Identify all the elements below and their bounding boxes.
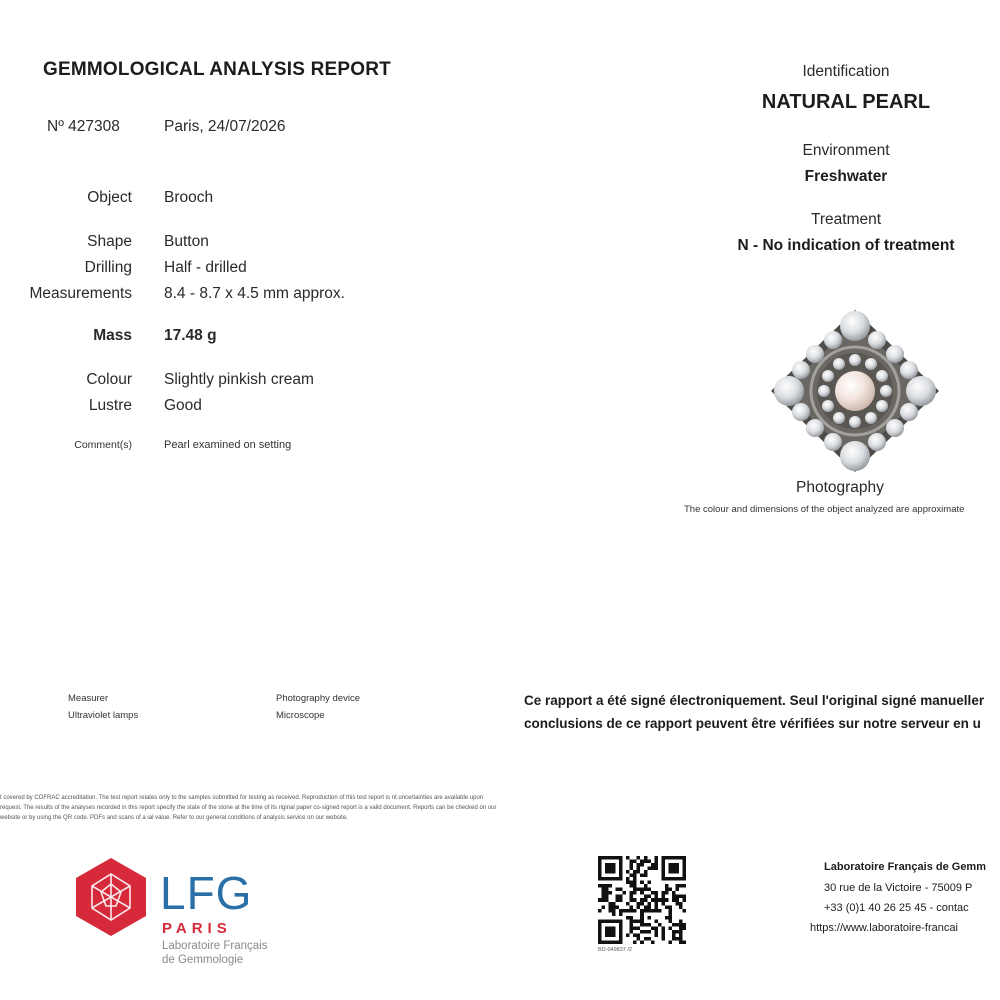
treatment-label: Treatment <box>810 211 882 228</box>
object-label: Object <box>87 189 132 206</box>
logo-line-2: de Gemmologie <box>162 954 244 966</box>
lustre-label: Lustre <box>88 397 132 414</box>
brooch-photo <box>767 306 943 476</box>
report-number: Nº 427308 <box>47 118 120 135</box>
treatment-value: N - No indication of treatment <box>737 237 955 254</box>
logo-paris-text: PARIS <box>162 920 232 937</box>
report-place-date: Paris, 24/07/2026 <box>164 118 286 135</box>
identification-label: Identification <box>802 63 890 80</box>
object-value: Brooch <box>164 189 214 206</box>
address-line-2: 30 rue de la Victoire - 75009 P <box>824 882 973 894</box>
signature-line-2: conclusions de ce rapport peuvent être vérifiées sur notre serveur en u <box>524 716 981 731</box>
address-line-4[interactable]: https://www.laboratoire-francai <box>810 922 958 934</box>
measurer-label: Measurer <box>68 693 109 704</box>
address-line-1: Laboratoire Français de Gemm <box>824 861 986 873</box>
report-title: GEMMOLOGICAL ANALYSIS REPORT <box>43 59 391 80</box>
comments-label: Comment(s) <box>74 439 132 451</box>
fine-print: t covered by COFRAC accreditation. The test report relates only to the samples submitted for testing as received. Reproduction of this test report is nt uncertainties are available upon request. The results of the analyses recorded in this report specify the state of the stone at the time of its riginal paper co-signed report is a valid document. Reports can be checked on our website or by using the QR code. PDFs and scans of a ial value. Refer to our general conditions of analysis service on our website. <box>0 795 497 821</box>
logo-lfg-text: LFG <box>160 867 253 919</box>
address-line-3: +33 (0)1 40 26 25 45 - contac <box>824 902 969 914</box>
photo-caption: Photography <box>796 479 884 496</box>
uv-lamps-label: Ultraviolet lamps <box>68 710 139 721</box>
mass-label: Mass <box>93 327 132 344</box>
shape-value: Button <box>164 233 209 250</box>
pearl <box>835 371 875 411</box>
environment-label: Environment <box>802 142 890 159</box>
signature-line-1: Ce rapport a été signé électroniquement. Seul l'original signé manueller <box>524 693 985 708</box>
measurements-value: 8.4 - 8.7 x 4.5 mm approx. <box>164 285 345 302</box>
comments-value: Pearl examined on setting <box>164 439 292 451</box>
photo-device-label: Photography device <box>276 693 360 704</box>
logo-line-1: Laboratoire Français <box>162 940 268 952</box>
mass-value: 17.48 g <box>164 327 217 344</box>
drilling-label: Drilling <box>84 259 132 276</box>
environment-value: Freshwater <box>804 168 888 185</box>
microscope-label: Microscope <box>276 710 325 721</box>
measurements-label: Measurements <box>29 285 132 302</box>
photo-note: The colour and dimensions of the object analyzed are approximate <box>684 504 965 515</box>
drilling-value: Half - drilled <box>164 259 247 276</box>
colour-value: Slightly pinkish cream <box>164 371 314 388</box>
hexagon-gem-icon <box>74 856 148 938</box>
lustre-value: Good <box>164 397 202 414</box>
colour-label: Colour <box>86 371 132 388</box>
shape-label: Shape <box>87 233 132 250</box>
identification-value: NATURAL PEARL <box>761 91 931 113</box>
qr-code[interactable] <box>598 856 686 944</box>
qr-code-caption: BD-049837 /2 <box>598 947 632 953</box>
